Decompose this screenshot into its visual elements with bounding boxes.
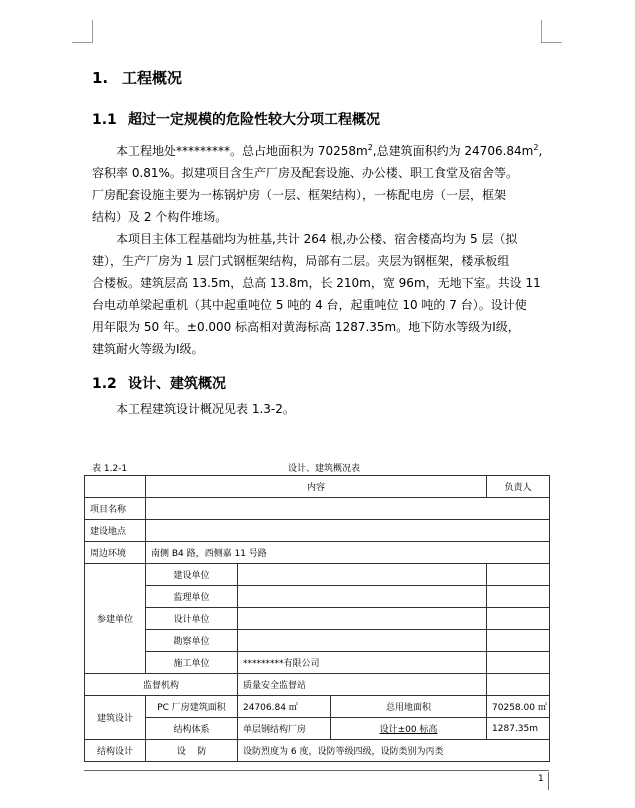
table-row [85, 740, 550, 762]
paragraph-1-line-3: 厂房配套设施主要为一栋锅炉房（一层、框架结构），一栋配电房（一层，框架 [92, 188, 507, 202]
label-regulator: 监督机构 [85, 674, 238, 696]
section-1-2-number: 1.2 [92, 376, 117, 392]
label-unit-build: 建设单位 [146, 564, 238, 586]
section-1-1-title: 超过一定规模的危险性较大分项工程概况 [128, 112, 380, 128]
page-number: 1 [538, 774, 544, 784]
table-row [85, 564, 550, 586]
label-unit-construct: 施工单位 [146, 652, 238, 674]
table-row [85, 696, 550, 718]
label-unit-design: 设计单位 [146, 608, 238, 630]
footer-separator [548, 772, 549, 790]
paragraph-1-line-2: 容积率 0.81%。拟建项目含生产厂房及配套设施、办公楼、职工食堂及宿舍等。 [92, 166, 518, 180]
section-1-1-number: 1.1 [92, 112, 117, 128]
table-number: 表 1.2-1 [92, 464, 128, 474]
section-1-2-title: 设计、建筑概况 [128, 376, 226, 392]
label-pc-area: PC 厂房建筑面积 [146, 696, 238, 718]
table-row [85, 718, 550, 740]
label-site: 建设地点 [85, 520, 146, 542]
label-fortify: 设 防 [146, 740, 238, 762]
superscript-2b: 2 [533, 143, 539, 152]
table-cell [487, 608, 550, 630]
paragraph-2-line-1: 本项目主体工程基础均为桩基,共计 264 根,办公楼、宿舍楼高均为 5 层（拟 [116, 232, 518, 246]
paragraph-2-line-6: 建筑耐火等级为Ⅰ级。 [92, 342, 204, 356]
heading-1-text: 工程概况 [122, 69, 183, 87]
table-row [85, 520, 550, 542]
table-row [85, 674, 550, 696]
table-row [85, 586, 550, 608]
table-cell [487, 586, 550, 608]
table-cell [238, 608, 487, 630]
section-1-2-heading [92, 374, 548, 394]
table-cell [487, 674, 550, 696]
table-row [85, 608, 550, 630]
label-structure-system: 结构体系 [146, 718, 238, 740]
label-elevation-text: 设计±00 标高 [379, 725, 438, 735]
table-cell [487, 564, 550, 586]
heading-1-number: 1. [92, 69, 109, 87]
label-struct-design: 结构设计 [85, 740, 146, 762]
table-row [85, 542, 550, 564]
paragraph-1-line-4: 结构）及 2 个构件堆场。 [92, 210, 228, 224]
table-row [85, 630, 550, 652]
value-unit-construct: *********有限公司 [238, 652, 487, 674]
header-content: 内容 [146, 476, 487, 498]
table-row [85, 652, 550, 674]
superscript-2: 2 [367, 143, 373, 152]
paragraph-2-line-3: 合楼板。建筑层高 13.5m，总高 13.8m，长 210m，宽 96m，无地下室。共设 11 [92, 276, 541, 290]
table-row [85, 476, 550, 498]
label-unit-supervise: 监理单位 [146, 586, 238, 608]
section-1-1-heading [92, 110, 548, 130]
paragraph-1 [92, 137, 548, 162]
header-owner: 负责人 [487, 476, 550, 498]
design-overview-table [84, 475, 550, 762]
table-cell [238, 630, 487, 652]
label-unit-survey: 勘察单位 [146, 630, 238, 652]
paragraph-1-line-1c: ,总建筑面积约为 24706.84m [372, 144, 534, 158]
table-row [85, 498, 550, 520]
value-surroundings: 南侧 B4 路，西侧嘉 11 号路 [146, 542, 550, 564]
table-cell [146, 498, 550, 520]
table-cell [487, 652, 550, 674]
paragraph-1-line-1a: 本工程地处*********。总占地面积为 70258m [116, 144, 368, 158]
table-cell [146, 520, 550, 542]
paragraph-3: 本工程建筑设计概况见表 1.3-2。 [116, 402, 295, 416]
label-project-name: 项目名称 [85, 498, 146, 520]
paragraph-1-line-1e: , [538, 144, 543, 158]
value-regulator: 质量安全监督站 [238, 674, 487, 696]
table-cell [238, 586, 487, 608]
page-corner-mark-top-right [541, 20, 562, 43]
paragraph-2-line-4: 台电动单梁起重机（其中起重吨位 5 吨的 4 台，起重吨位 10 吨的 7 台）。设计使 [92, 298, 527, 312]
footer-rule [84, 770, 549, 771]
table-cell [487, 630, 550, 652]
document-body [92, 66, 548, 420]
table-cell [238, 564, 487, 586]
label-elevation [331, 718, 487, 740]
paragraph-2-line-5: 用年限为 50 年。±0.000 标高相对黄海标高 1287.35m。地下防水等级为Ⅰ级， [92, 320, 520, 334]
heading-1 [92, 66, 548, 90]
value-elevation: 1287.35m [487, 718, 550, 740]
label-participants: 参建单位 [85, 564, 146, 674]
paragraph-2-line-2: 建），生产厂房为 1 层门式钢框架结构，局部有二层。夹层为钢框架，楼承板组 [92, 254, 510, 268]
page-corner-mark-top-left [72, 20, 93, 43]
label-surroundings: 周边环境 [85, 542, 146, 564]
table-title: 设计、建筑概况表 [288, 464, 361, 474]
value-total-land: 70258.00 ㎡ [487, 696, 550, 718]
label-arch-design: 建筑设计 [85, 696, 146, 740]
table-caption [92, 462, 542, 476]
table-cell [85, 476, 146, 498]
value-structure-system: 单层钢结构厂房 [238, 718, 331, 740]
value-fortify: 设防烈度为 6 度，设防等级四级，设防类别为丙类 [238, 740, 550, 762]
label-total-land: 总用地面积 [331, 696, 487, 718]
value-pc-area: 24706.84 ㎡ [238, 696, 331, 718]
